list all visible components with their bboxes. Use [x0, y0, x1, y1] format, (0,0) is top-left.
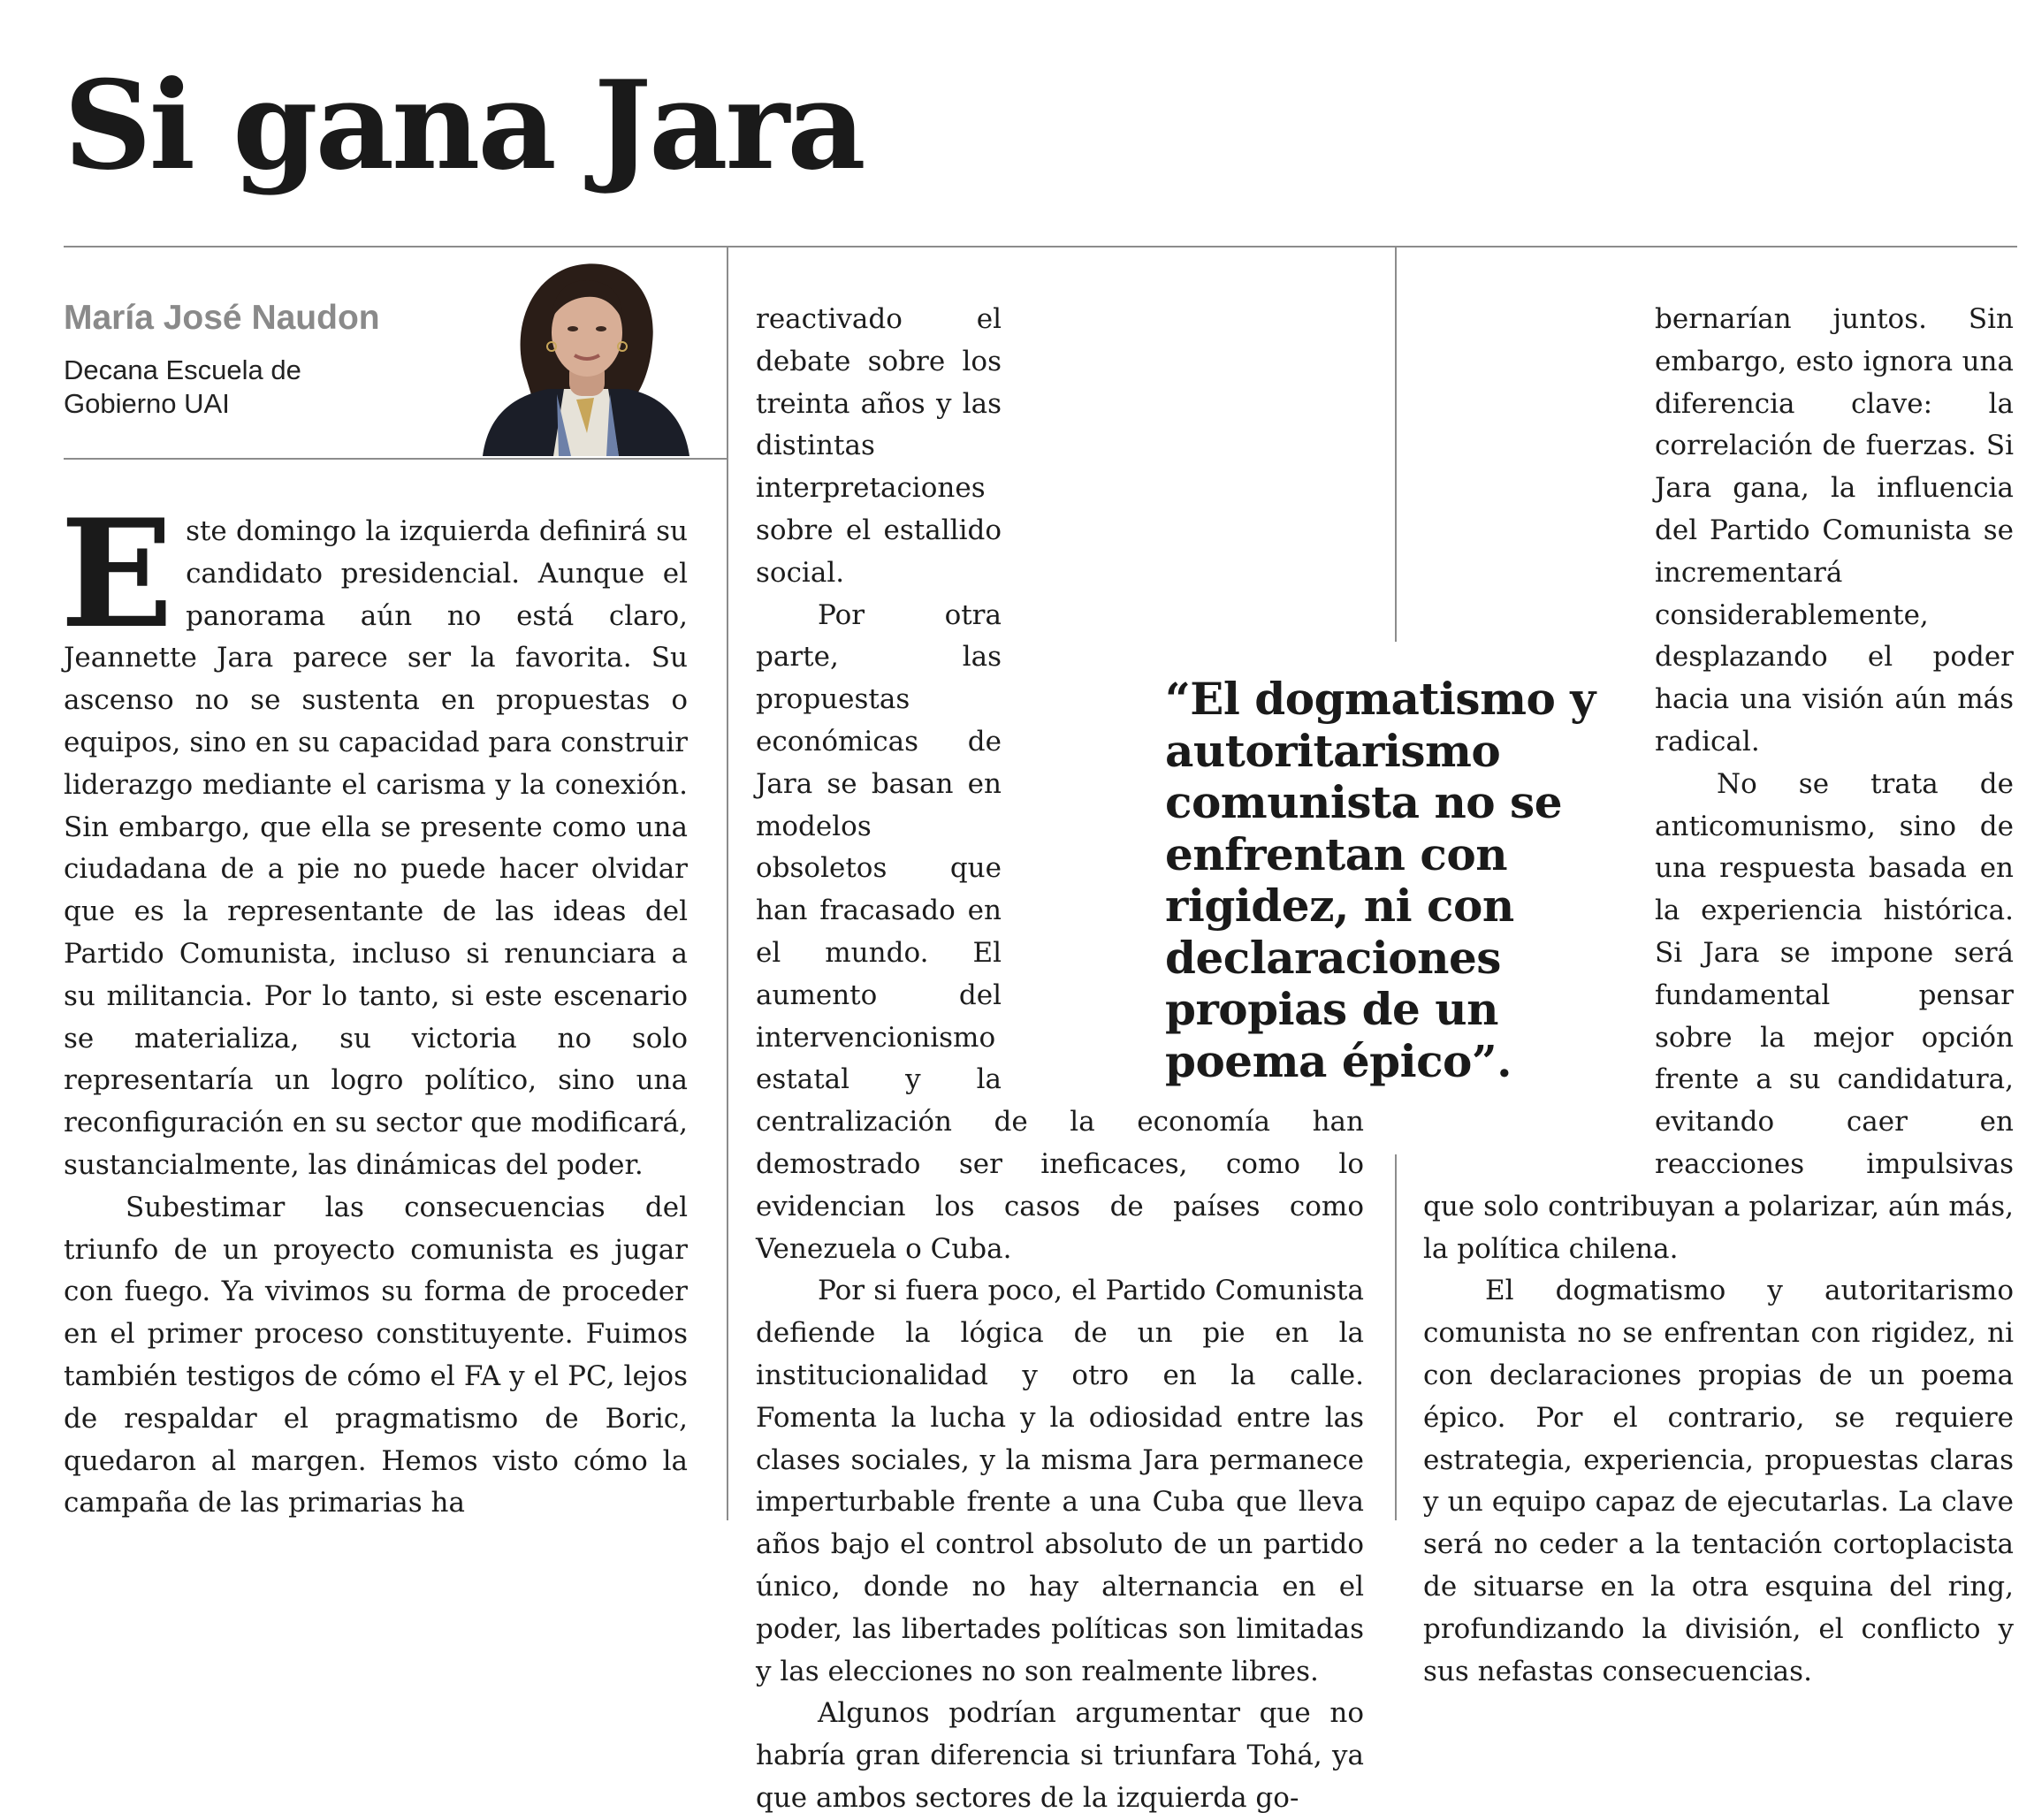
- author-portrait: [477, 256, 691, 456]
- column-divider-1: [727, 246, 728, 1520]
- article-paragraph: No se trata de anticomunismo, sino de una respuesta basada en la experiencia histórica. Si Jara se impone será fundamental pensar sobre la mejor opción frente a su candidatura, evitando caer en reacciones impulsivas que solo contribuyan a polarizar, aún más, la política chilena.: [1423, 767, 2014, 1265]
- article-paragraph: reactivado el debate sobre los treinta años y las distintas interpretaciones sobre el estallido social.: [756, 303, 1002, 589]
- article-paragraph: bernarían juntos. Sin embargo, esto ignora una diferencia clave: la correlación de fuerzas. Si Jara gana, la influencia del Partido Comunista se incrementará considerablemente, desplazando el poder hacia una visión aún más radical.: [1655, 303, 2014, 758]
- article-paragraph: Por otra parte, las propuestas económicas de Jara se basan en modelos obsoletos que han fracasado en el mundo. El aumento del intervencionismo estatal y la centralización de la economía han demostrado ser ineficaces, como lo evidencian los casos de países como Venezuela o Cuba.: [756, 598, 1364, 1265]
- article-paragraph: El dogmatismo y autoritarismo comunista no se enfrentan con rigidez, ni con declaraciones propias de un poema épico. Por el contrario, se requiere estrategia, experiencia, propuestas claras y un equipo capaz de ejecutarlas. La clave será no ceder a la tentación cortoplacista de situarse en la otra esquina del ring, profundizando la división, el conflicto y sus nefastas consecuencias.: [1423, 1275, 2014, 1687]
- pull-quote: “El dogmatismo y autoritarismo comunista no se enfrentan con rigidez, ni con declaraciones propias de un poema épico”.: [1165, 673, 1596, 1087]
- column-divider-3: [1395, 1154, 1397, 1520]
- author-role: Decana Escuela de Gobierno UAI: [64, 354, 301, 419]
- drop-cap: E: [60, 486, 174, 661]
- paragraph-text: ste domingo la izquierda definirá su candidato presidencial. Aunque el panorama aún no está claro, Jeannette Jara parece ser la favorita. Su ascenso no se sustenta en propuestas o equipos, sino en su capacidad para construir liderazgo mediante el carisma y la conexión. Sin embargo, que ella se presente como una ciudadana de a pie no puede hacer olvidar que es la representante de las ideas del Partido Comunista, incluso si renunciara a su militancia. Por lo tanto, si este escenario se materializa, su victoria no solo representaría un logro político, sino una reconfiguración en su sector que modificará, sustancialmente, las dinámicas del poder.: [64, 515, 688, 1181]
- article-paragraph: Subestimar las consecuencias del triunfo de un proyecto comunista es jugar con fuego. Ya vivimos su forma de proceder en el primer proceso constituyente. Fuimos también testigos de cómo el FA y el PC, lejos de respaldar el pragmatismo de Boric, quedaron al margen. Hemos visto cómo la campaña de las primarias ha: [64, 1191, 688, 1519]
- column-divider-2: [1395, 246, 1397, 642]
- header-rule: [64, 246, 2017, 247]
- article-column-1: [60, 486, 688, 1525]
- article-paragraph: Por si fuera poco, el Partido Comunista defiende la lógica de un pie en la institucionalidad y otro en la calle. Fomenta la lucha y la odiosidad entre las clases sociales, y la misma Jara permanece imperturbable frente a una Cuba que lleva años bajo el control absoluto de un partido único, donde no hay alternancia en el poder, las libertades políticas son limitadas y las elecciones no son realmente libres.: [756, 1275, 1364, 1687]
- article-paragraph: Algunos podrían argumentar que no habría gran diferencia si triunfara Tohá, ya que ambos sectores de la izquierda go-: [756, 1697, 1364, 1814]
- article-paragraph: [60, 486, 688, 1187]
- author-name: María José Naudon: [64, 299, 380, 337]
- byline-rule: [64, 458, 728, 460]
- headline: Si gana Jara: [64, 53, 864, 197]
